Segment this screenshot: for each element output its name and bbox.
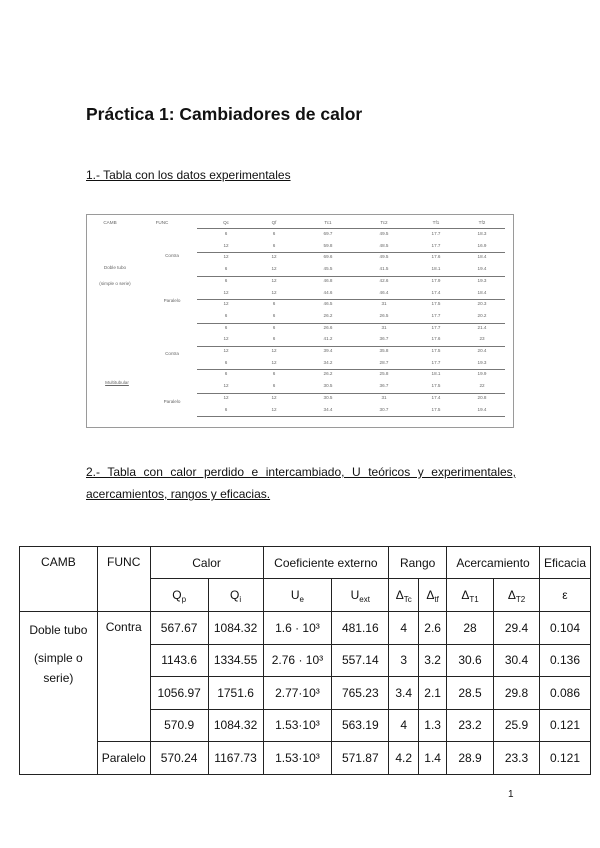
small-table-cell: 12	[271, 348, 277, 353]
small-table-cell: 6	[272, 242, 276, 248]
table-cell: 0.136	[539, 644, 590, 677]
small-table-cell: 44.6	[323, 289, 333, 295]
small-table-cell: 18.1	[431, 266, 441, 272]
small-table-cell: 34.2	[323, 359, 333, 365]
table-cell: 30.4	[494, 644, 540, 677]
small-table-cell: 31	[381, 301, 387, 307]
small-table-cell: 26.6	[323, 324, 333, 330]
small-table-divider	[197, 252, 505, 253]
small-table-cell: 6	[272, 324, 276, 330]
small-table-cell: 19.3	[477, 359, 487, 365]
small-table-cell: 23	[479, 336, 485, 342]
results-table	[19, 546, 591, 775]
small-table-cell: 12	[223, 394, 229, 400]
small-table-cell: 59.8	[323, 242, 333, 248]
small-table-header: Tf2	[478, 220, 486, 225]
table-cell: 1.4	[419, 742, 447, 775]
small-table-divider	[197, 276, 505, 277]
table-cell: 765.23	[332, 677, 389, 710]
small-table-divider	[197, 369, 505, 370]
small-table-cell: 12	[271, 394, 277, 400]
small-table-cell: 12	[223, 289, 229, 295]
table-cell: 3.2	[419, 644, 447, 677]
small-table-func-label: Contra	[165, 351, 179, 356]
small-table-header: FUNC	[155, 220, 169, 225]
table-cell: 1.53·10³	[263, 709, 332, 742]
small-table-cell: 30.7	[379, 406, 389, 412]
small-table-cell: 12	[223, 348, 229, 353]
table-cell: 2.76 · 10³	[263, 644, 332, 677]
small-table-func-label: Contra	[165, 253, 179, 258]
table-cell: 1.3	[419, 709, 447, 742]
func-paralelo: Paralelo	[97, 742, 150, 775]
table-cell: 1167.73	[208, 742, 263, 775]
small-table-header: Tf1	[432, 220, 440, 225]
small-table-divider	[197, 228, 505, 229]
func-contra: Contra	[97, 612, 150, 742]
small-table-cell: 19.9	[477, 371, 487, 377]
table-cell: 3.4	[389, 677, 419, 710]
header-eficacia: Eficacia	[539, 547, 590, 579]
header-camb: CAMB	[20, 547, 98, 612]
small-table-cell: 12	[223, 254, 229, 260]
small-table-cell: 46.8	[323, 277, 333, 283]
table-cell: 1334.55	[208, 644, 263, 677]
small-table-cell: 17.7	[431, 359, 441, 365]
small-table-cell: 18.4	[477, 254, 487, 260]
small-table-cell: 19.4	[477, 406, 487, 412]
small-table-cell: 6	[272, 383, 276, 389]
small-table-cell: 6	[272, 231, 276, 236]
header-acercamiento: Acercamiento	[447, 547, 540, 579]
table-cell: 0.086	[539, 677, 590, 710]
small-table-camb-label: (simple o serie)	[99, 281, 131, 286]
small-table-cell: 20.8	[477, 394, 487, 400]
small-table-cell: 17.4	[431, 289, 441, 295]
table-cell: 1.53·10³	[263, 742, 332, 775]
small-table-cell: 6	[224, 406, 228, 412]
small-table-cell: 26.2	[323, 312, 333, 318]
experimental-data-table	[86, 214, 514, 428]
table-cell: 4.2	[389, 742, 419, 775]
small-table-header: Qc	[223, 220, 229, 225]
small-table-cell: 17.7	[431, 242, 441, 248]
small-table-cell: 69.6	[323, 254, 333, 260]
small-table-divider	[197, 346, 505, 347]
table-cell: 1084.32	[208, 612, 263, 645]
table-cell: 0.121	[539, 742, 590, 775]
small-table-cell: 12	[271, 254, 277, 260]
small-table-cell: 17.5	[431, 301, 441, 307]
table-cell: 571.87	[332, 742, 389, 775]
small-table-cell: 6	[224, 266, 228, 272]
table-cell: 557.14	[332, 644, 389, 677]
table-cell: 30.6	[447, 644, 494, 677]
header-rango: Rango	[389, 547, 447, 579]
small-table-cell: 17.4	[431, 394, 441, 400]
page-number: 1	[508, 789, 514, 800]
small-table-cell: 69.7	[323, 231, 333, 236]
small-table-cell: 6	[272, 301, 276, 307]
subheader-dt2: $\Delta_{T2}$	[494, 579, 540, 612]
small-table-cell: 20.4	[477, 348, 487, 353]
table-cell: 1.6 · 10³	[263, 612, 332, 645]
small-table-cell: 39.4	[323, 348, 333, 353]
table-cell: 567.67	[150, 612, 208, 645]
subheader-qp: $Q_p$	[150, 579, 208, 612]
section-2-heading	[86, 461, 516, 505]
small-table-cell: 6	[224, 231, 228, 236]
small-table-cell: 12	[271, 289, 277, 295]
small-table-cell: 49.5	[379, 254, 389, 260]
small-table-cell: 6	[224, 277, 228, 283]
small-table-cell: 17.6	[431, 336, 441, 342]
table-cell: 1751.6	[208, 677, 263, 710]
small-table-cell: 17.5	[431, 383, 441, 389]
table-cell: 2.6	[419, 612, 447, 645]
small-table-cell: 6	[224, 312, 228, 318]
small-table-camb-label: Multitubular	[105, 380, 129, 385]
small-table-cell: 22	[479, 383, 485, 389]
small-table-cell: 6	[224, 324, 228, 330]
subheader-dt1: $\Delta_{T1}$	[447, 579, 494, 612]
section-1-heading: 1.- Tabla con los datos experimentales	[86, 168, 291, 182]
header-coeficiente: Coeficiente externo	[263, 547, 389, 579]
small-table-cell: 45.5	[323, 266, 333, 272]
subheader-qi: $Q_i$	[208, 579, 263, 612]
small-table-cell: 6	[224, 359, 228, 365]
small-table-cell: 28.7	[379, 359, 389, 365]
subheader-uext: $U_{ext}$	[332, 579, 389, 612]
small-table-header: CAMB	[103, 220, 117, 225]
small-table-cell: 42.6	[379, 277, 389, 283]
table-cell: 1084.32	[208, 709, 263, 742]
small-table-cell: 12	[223, 336, 229, 342]
small-table-cell: 12	[223, 242, 229, 248]
small-table-cell: 6	[224, 371, 228, 377]
small-table-cell: 12	[271, 406, 277, 412]
small-table-cell: 6	[272, 312, 276, 318]
small-table-cell: 18.1	[431, 371, 441, 377]
small-table-cell: 12	[271, 266, 277, 272]
small-table-cell: 41.2	[323, 336, 333, 342]
small-table-cell: 6	[272, 336, 276, 342]
subheader-dtf: $\Delta_{tf}$	[419, 579, 447, 612]
small-table-cell: 19.4	[477, 266, 487, 272]
small-table-cell: 48.5	[379, 242, 389, 248]
header-calor: Calor	[150, 547, 263, 579]
table-cell: 4	[389, 612, 419, 645]
small-table-cell: 25.8	[379, 371, 389, 377]
small-table-cell: 46.4	[379, 289, 389, 295]
small-table-cell: 17.9	[431, 277, 441, 283]
small-table-cell: 30.5	[323, 383, 333, 389]
small-table-cell: 36.7	[379, 383, 389, 389]
table-cell: 481.16	[332, 612, 389, 645]
small-table-cell: 6	[272, 371, 276, 377]
header-func: FUNC	[97, 547, 150, 612]
table-cell: 29.4	[494, 612, 540, 645]
subheader-epsilon: ε	[539, 579, 590, 612]
small-table-divider	[197, 323, 505, 324]
small-table-divider	[197, 393, 505, 394]
small-table-cell: 20.2	[477, 312, 487, 318]
table-cell: 28	[447, 612, 494, 645]
table-cell: 3	[389, 644, 419, 677]
small-table-cell: 12	[271, 359, 277, 365]
small-table-cell: 17.7	[431, 312, 441, 318]
small-table-cell: 12	[271, 277, 277, 283]
small-table-cell: 20.3	[477, 301, 487, 307]
small-table-header: Tc1	[324, 220, 332, 225]
small-table-cell: 26.5	[379, 312, 389, 318]
small-table-cell: 35.8	[379, 348, 389, 353]
section-2-line-1: 2.- Tabla con calor perdido e intercambiado, U teóricos y experimentales,	[86, 465, 516, 479]
table-cell: 1143.6	[150, 644, 208, 677]
table-cell: 570.9	[150, 709, 208, 742]
small-table-cell: 31	[381, 324, 387, 330]
small-table-cell: 34.4	[323, 406, 333, 412]
table-cell: 0.121	[539, 709, 590, 742]
small-table-cell: 18.3	[477, 231, 487, 236]
small-table-cell: 17.7	[431, 231, 441, 236]
small-table-cell: 12	[223, 383, 229, 389]
small-table-cell: 19.3	[477, 277, 487, 283]
table-cell: 23.2	[447, 709, 494, 742]
small-table-cell: 31	[381, 394, 387, 400]
small-table-camb-label: Doble tubo	[103, 265, 127, 270]
table-cell: 4	[389, 709, 419, 742]
camb-doble-tubo: Doble tubo (simple o serie)	[20, 612, 98, 775]
small-table-divider	[197, 416, 505, 417]
small-table-cell: 41.5	[379, 266, 389, 272]
table-cell: 2.77·10³	[263, 677, 332, 710]
small-table-cell: 12	[223, 301, 229, 307]
table-cell: 29.8	[494, 677, 540, 710]
small-table-cell: 17.5	[431, 348, 441, 353]
table-cell: 563.19	[332, 709, 389, 742]
small-table-cell: 30.5	[323, 394, 333, 400]
small-table-cell: 16.9	[477, 242, 487, 248]
small-table-divider	[197, 299, 505, 300]
small-table-func-label: Paralelo	[163, 399, 181, 404]
small-table-header: Tc2	[380, 220, 388, 225]
subheader-ue: $U_e$	[263, 579, 332, 612]
small-table-cell: 21.4	[477, 324, 487, 330]
page-title: Práctica 1: Cambiadores de calor	[86, 104, 363, 124]
table-cell: 25.9	[494, 709, 540, 742]
small-table-func-label: Paralelo	[163, 298, 181, 303]
small-table-cell: 17.7	[431, 324, 441, 330]
small-table-cell: 26.2	[323, 371, 333, 377]
table-cell: 0.104	[539, 612, 590, 645]
small-table-cell: 17.6	[431, 254, 441, 260]
table-cell: 570.24	[150, 742, 208, 775]
section-2-line-2: acercamientos, rangos y eficacias.	[86, 487, 271, 501]
small-table-cell: 49.5	[379, 231, 389, 236]
small-table-cell: 17.5	[431, 406, 441, 412]
small-table-header: Qf	[271, 220, 277, 225]
small-table-cell: 36.7	[379, 336, 389, 342]
small-table-cell: 46.5	[323, 301, 333, 307]
table-cell: 28.5	[447, 677, 494, 710]
table-cell: 23.3	[494, 742, 540, 775]
subheader-dtc: $\Delta_{Tc}$	[389, 579, 419, 612]
table-cell: 2.1	[419, 677, 447, 710]
table-cell: 28.9	[447, 742, 494, 775]
small-table-cell: 18.4	[477, 289, 487, 295]
table-cell: 1056.97	[150, 677, 208, 710]
